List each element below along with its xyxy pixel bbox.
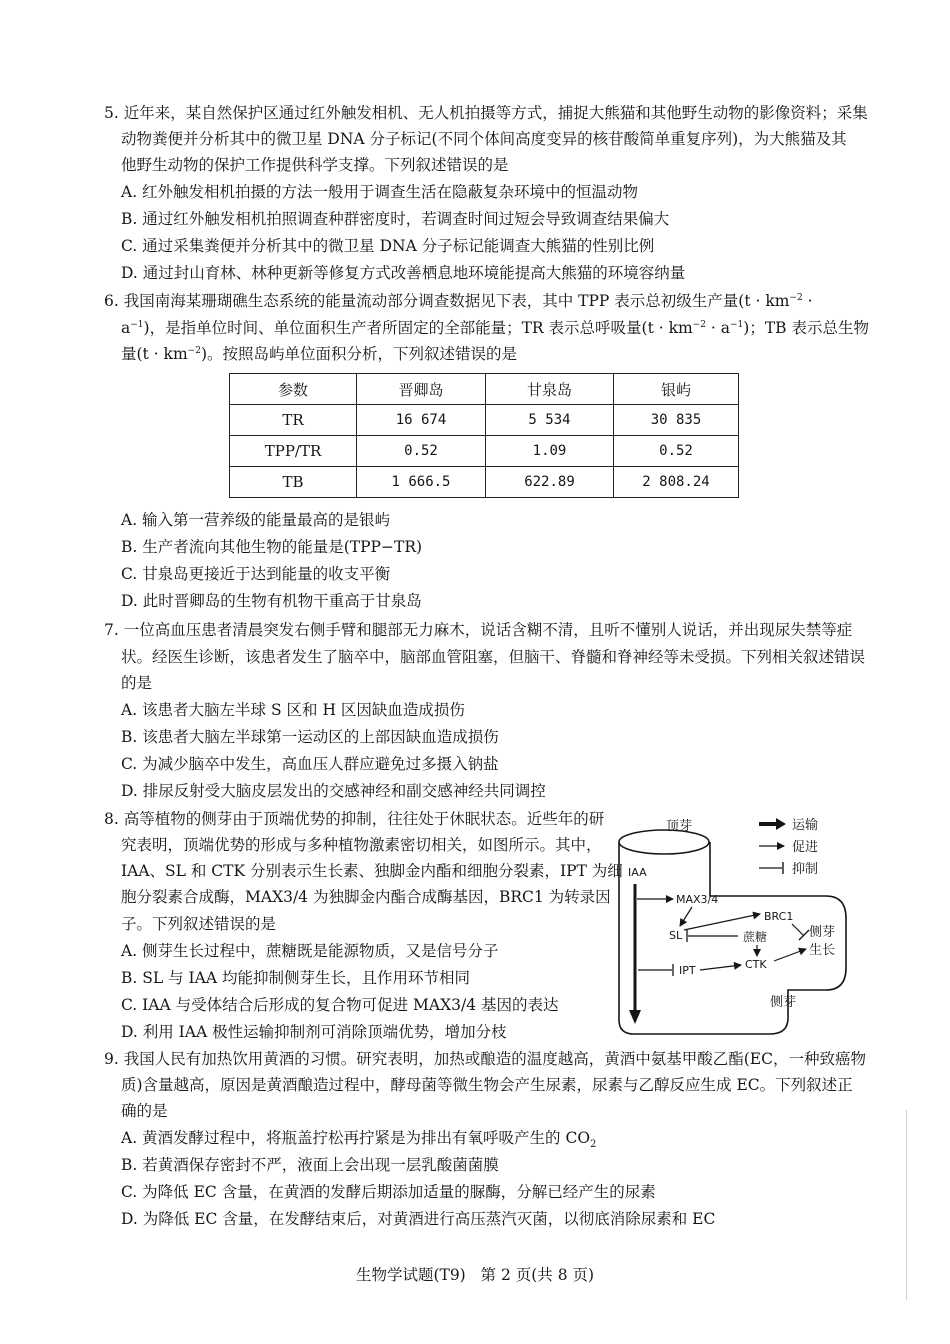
table-header-row — [230, 374, 739, 405]
question-9-line-1: 9. 我国人民有加热饮用黄酒的习惯。研究表明，加热或酿造的温度越高，黄酒中氨基甲酸乙酯(EC，一种致癌物 — [104, 1050, 866, 1068]
node-brc1: BRC1 — [764, 910, 794, 923]
node-bud-growth-2: 生长 — [809, 943, 836, 958]
question-6-line-2 — [121, 318, 869, 338]
question-7-option-a: A. 该患者大脑左半球 S 区和 H 区因缺血造成损伤 — [121, 701, 465, 719]
question-5-option-a: A. 红外触发相机拍摄的方法一般用于调查生活在隐蔽复杂环境中的恒温动物 — [121, 183, 639, 201]
node-sucrose: 蔗糖 — [743, 930, 768, 944]
table-cell: 2 808.24 — [614, 467, 739, 498]
question-8-option-a: A. 侧芽生长过程中，蔗糖既是能源物质，又是信号分子 — [121, 942, 499, 960]
question-5-line-1: 5. 近年来，某自然保护区通过红外触发相机、无人机拍摄等方式，捕捉大熊猫和其他野生动物的影像资料；采集 — [104, 104, 868, 122]
q6-sup: −1 — [130, 319, 144, 330]
node-sl: SL — [669, 929, 683, 942]
q6-text: 量(t · km — [121, 345, 188, 363]
table-cell: 16 674 — [357, 405, 486, 436]
question-7-option-b: B. 该患者大脑左半球第一运动区的上部因缺血造成损伤 — [121, 728, 499, 746]
node-max34: MAX3/4 — [676, 893, 719, 906]
side-bud-label: 侧芽 — [770, 995, 797, 1010]
question-8-line-1: 8. 高等植物的侧芽由于顶端优势的抑制，往往处于休眠状态。近些年的研 — [104, 810, 605, 828]
q6-sup: −2 — [789, 292, 803, 303]
arrow-ipt-ctk — [700, 965, 741, 970]
apical-dominance-diagram — [612, 806, 862, 1042]
question-5-line-3: 他野生动物的保护工作提供科学支撑。下列叙述错误的是 — [121, 156, 509, 174]
question-7-line-1: 7. 一位高血压患者清晨突发右侧手臂和腿部无力麻木，说话含糊不清，且听不懂别人说话，并出现尿失禁等症 — [104, 621, 853, 639]
table-cell: TPP/TR — [230, 436, 357, 467]
question-8-option-c: C. IAA 与受体结合后形成的复合物可促进 MAX3/4 基因的表达 — [121, 996, 559, 1014]
question-6-line-3 — [121, 344, 517, 364]
table-header-cell: 晋卿岛 — [357, 374, 486, 405]
question-9-option-a — [121, 1128, 597, 1151]
table-row — [230, 405, 739, 436]
table-cell: 0.52 — [357, 436, 486, 467]
q6-text: · a — [705, 319, 730, 337]
q6-text: )，是指单位时间、单位面积生产者所固定的全部能量；TR 表示总呼吸量(t · km — [143, 319, 693, 337]
question-7-option-d: D. 排尿反射受大脑皮层发出的交感神经和副交感神经共同调控 — [121, 782, 546, 800]
table-cell: 5 534 — [486, 405, 614, 436]
q6-text: )。按照岛屿单位面积分析，下列叙述错误的是 — [200, 345, 517, 363]
table-cell: 1.09 — [486, 436, 614, 467]
q6-text: · — [802, 292, 813, 310]
question-8-line-4: 胞分裂素合成酶，MAX3/4 为独脚金内酯合成酶基因，BRC1 为转录因 — [121, 888, 611, 906]
q9-option-a-sub: 2 — [590, 1139, 597, 1151]
table-cell: 30 835 — [614, 405, 739, 436]
question-6-option-a: A. 输入第一营养级的能量最高的是银屿 — [121, 511, 391, 529]
question-8-option-b: B. SL 与 IAA 均能抑制侧芽生长，且作用环节相同 — [121, 969, 470, 987]
node-iaa: IAA — [628, 866, 647, 879]
question-9-option-b: B. 若黄酒保存密封不严，液面上会出现一层乳酸菌菌膜 — [121, 1156, 499, 1174]
edge-line — [906, 1110, 907, 1300]
q6-sup: −2 — [187, 345, 201, 356]
q6-text: )；TB 表示总生物 — [743, 319, 869, 337]
question-8-option-d: D. 利用 IAA 极性运输抑制剂可消除顶端优势，增加分枝 — [121, 1023, 507, 1041]
question-9-line-2: 质)含量越高，原因是黄酒酿造过程中，酵母菌等微生物会产生尿素，尿素与乙醇反应生成 EC。下列叙述正 — [121, 1076, 853, 1094]
question-9-line-3: 确的是 — [121, 1102, 168, 1120]
q6-text: a — [121, 319, 131, 337]
question-6-line-1 — [104, 291, 813, 311]
question-5-line-2: 动物粪便并分析其中的微卫星 DNA 分子标记(不同个体间高度变异的核苷酸简单重复序列)，为大熊猫及其 — [121, 130, 847, 148]
node-bud-growth-1: 侧芽 — [809, 925, 836, 940]
table-cell: TR — [230, 405, 357, 436]
question-7-option-c: C. 为减少脑卒中发生，高血压人群应避免过多摄入钠盐 — [121, 755, 499, 773]
node-ipt: IPT — [679, 964, 696, 977]
q9-option-a-text: A. 黄酒发酵过程中，将瓶盖拧松再拧紧是为排出有氧呼吸产生的 CO — [121, 1129, 591, 1147]
legend-inhibit-label: 抑制 — [792, 862, 819, 877]
question-8-line-2: 究表明，顶端优势的形成与多种植物激素密切相关，如图所示。其中， — [121, 836, 602, 854]
arrow-ctk-growth — [774, 949, 806, 961]
legend-promote-label: 促进 — [792, 840, 819, 855]
table-header-cell: 甘泉岛 — [486, 374, 614, 405]
question-5-option-d: D. 通过封山育林、林种更新等修复方式改善栖息地环境能提高大熊猫的环境容纳量 — [121, 264, 686, 282]
question-8-line-5: 子。下列叙述错误的是 — [121, 915, 277, 933]
q6-sup: −1 — [729, 319, 744, 330]
page-footer: 生物学试题(T9) 第 2 页(共 8 页) — [355, 1266, 595, 1284]
question-6-option-b: B. 生产者流向其他生物的能量是(TPP−TR) — [121, 538, 423, 556]
question-9-option-d: D. 为降低 EC 含量，在发酵结束后，对黄酒进行高压蒸汽灭菌，以彻底消除尿素和 EC — [121, 1210, 716, 1228]
inhibit-brc1-growth — [792, 924, 804, 936]
question-7-line-2: 状。经医生诊断，该患者发生了脑卒中，脑部血管阻塞，但脑干、脊髓和脊神经等未受损。下列相关叙述错误 — [121, 648, 866, 666]
question-6-option-d: D. 此时晋卿岛的生物有机物干重高于甘泉岛 — [121, 592, 422, 610]
energy-flow-table — [229, 373, 739, 498]
table-cell: 622.89 — [486, 467, 614, 498]
table-header-cell: 参数 — [230, 374, 357, 405]
question-5-option-b: B. 通过红外触发相机拍照调查种群密度时，若调查时间过短会导致调查结果偏大 — [121, 210, 670, 228]
question-8-line-3: IAA、SL 和 CTK 分别表示生长素、独脚金内酯和细胞分裂素，IPT 为细 — [121, 862, 623, 880]
table-cell: 1 666.5 — [357, 467, 486, 498]
table-cell: TB — [230, 467, 357, 498]
question-9-option-c: C. 为降低 EC 含量，在黄酒的发酵后期添加适量的脲酶，分解已经产生的尿素 — [121, 1183, 656, 1201]
table-cell: 0.52 — [614, 436, 739, 467]
iaa-transport-arrowhead — [629, 1010, 641, 1024]
node-ctk: CTK — [745, 958, 767, 971]
question-7-line-3: 的是 — [121, 674, 153, 692]
table-row — [230, 467, 739, 498]
table-header-cell: 银屿 — [614, 374, 739, 405]
q6-text: 6. 我国南海某珊瑚礁生态系统的能量流动部分调查数据见下表，其中 TPP 表示总初级生产量(t · km — [104, 292, 790, 310]
legend-transport-label: 运输 — [792, 818, 819, 833]
arrow-sl-brc1 — [684, 914, 760, 930]
arrow-max-sl — [680, 907, 692, 926]
top-bud-label: 顶芽 — [666, 819, 693, 834]
q6-sup: −2 — [692, 319, 706, 330]
table-row — [230, 436, 739, 467]
question-5-option-c: C. 通过采集粪便并分析其中的微卫星 DNA 分子标记能调查大熊猫的性别比例 — [121, 237, 655, 255]
inhibit-brc1-growth-bar — [799, 930, 809, 940]
top-bud-ellipse — [619, 830, 709, 854]
transport-icon — [759, 818, 786, 830]
question-6-option-c: C. 甘泉岛更接近于达到能量的收支平衡 — [121, 565, 391, 583]
